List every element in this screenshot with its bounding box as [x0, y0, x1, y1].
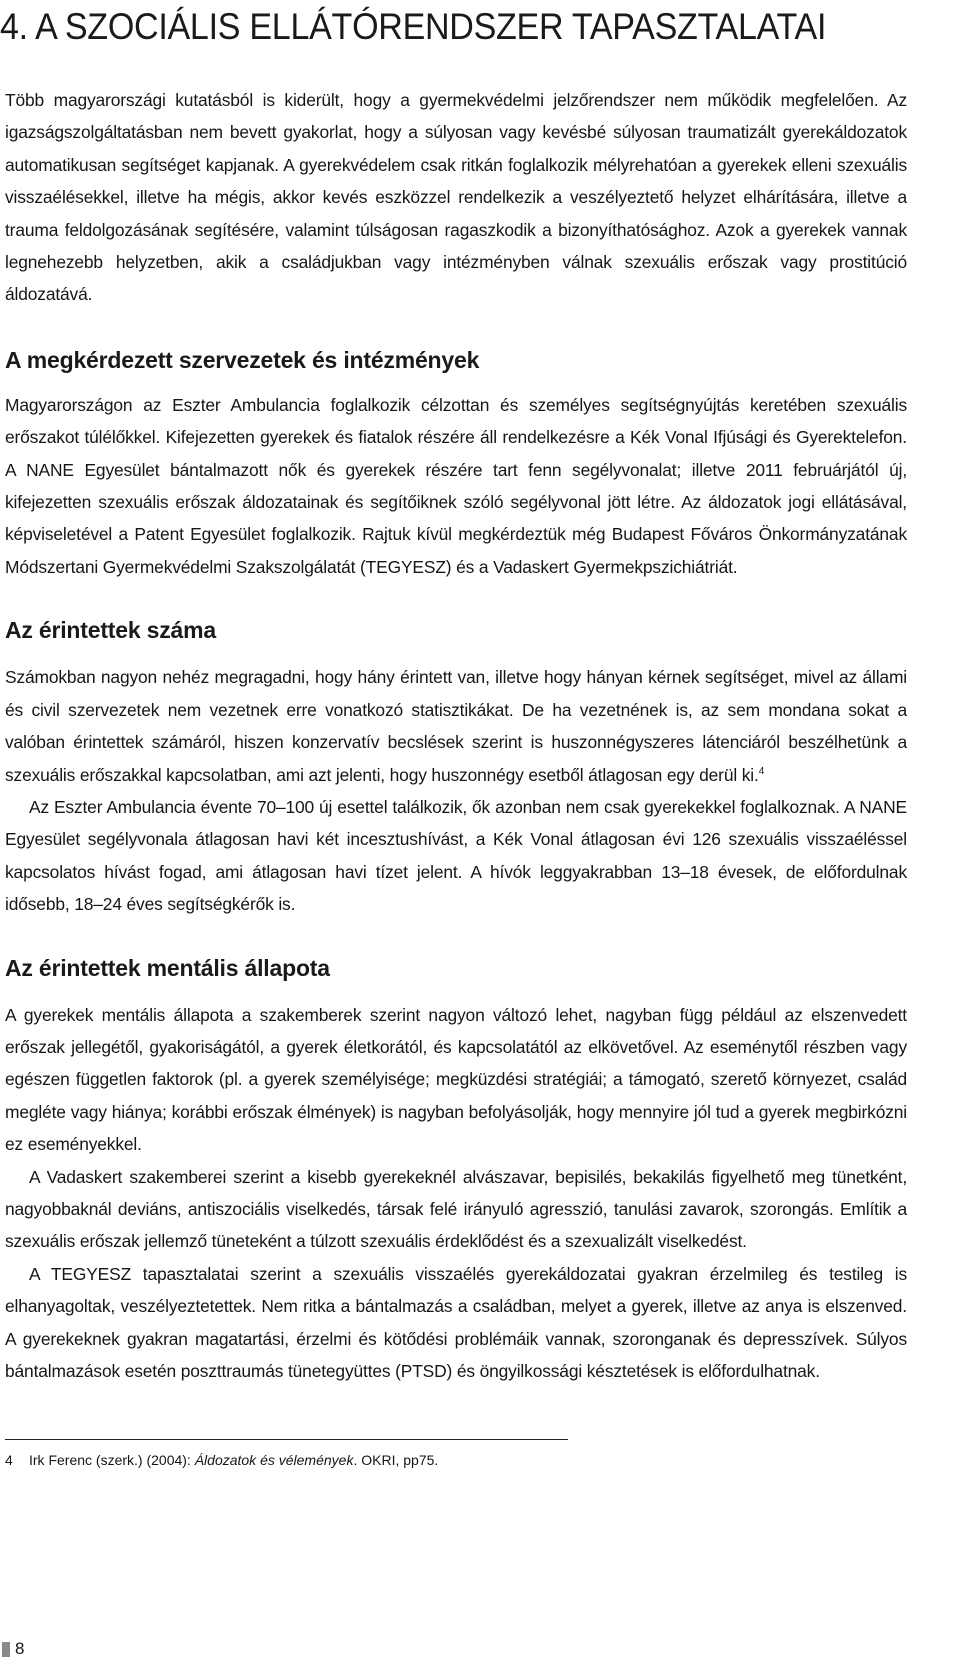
footnote-text-before: Irk Ferenc (szerk.) (2004):: [29, 1452, 195, 1468]
footnote-text-after: . OKRI, pp75.: [353, 1452, 439, 1468]
section-heading-mental-state: Az érintettek mentális állapota: [5, 954, 330, 981]
footnote-number: 4: [5, 1452, 13, 1468]
footnote-title: Áldozatok és vélemények: [194, 1452, 354, 1468]
mental-state-paragraph-1: A gyerekek mentális állapota a szakemberek szerint nagyon változó lehet, nagyban függ például az elszenvedett erőszak jellegétől, gyakoriságától, a gyerek életkorától, és kapcsolatától az elkövetővel. Az eseménytől részben vagy egészen független faktorok (pl. a gyerek személyisége; megküzdési stratégiái; a támogató, szerető környezet, család megléte vagy hiánya; korábbi erőszak élmények) is nagyban befolyásolják, hogy mennyire jól tud a gyerek megbirkózni ez eseményekkel.: [5, 1004, 907, 1155]
page-marker-block: [2, 1642, 10, 1657]
number-affected-paragraph-1-text: Számokban nagyon nehéz megragadni, hogy hány érintett van, illetve hogy hányan kérnek segítséget, mivel az állami és civil szervezetek nem vezetnek erre vonatkozó statisztikákat. De ha vezetnének is, az sem mondana sokat a valóban érintettek számáról, hiszen konzervatív becslések szerint is huszonnégyszeres látenciáról beszélhetünk a szexuális erőszakkal kapcsolatban, ami azt jelenti, hogy huszonnégy esetből átlagosan egy derül ki.: [5, 667, 907, 785]
page-number: 8: [15, 1639, 25, 1658]
footnote: [5, 1451, 438, 1469]
organizations-paragraph: Magyarországon az Eszter Ambulancia foglalkozik célzottan és személyes segítségnyújtás keretében szexuális erőszakot túlélőkkel. Kifejezetten gyerekek és fiatalok részére áll rendelkezésre a Kék Vonal Ifjúsági és Gyerektelefon. A NANE Egyesület bántalmazott nők és gyerekek részére tart fenn segélyvonalat; illetve 2011 februárjától új, kifejezetten szexuális erőszak áldozatainak és segítőiknek szóló segélyvonal jött létre. Az áldozatok jogi ellátásával, képviseletével a Patent Egyesület foglalkozik. Rajtuk kívül megkérdeztük még Budapest Főváros Önkormányzatának Módszertani Gyermekvédelmi Szakszolgálatát (TEGYESZ) és a Vadaskert Gyermekpszichiátriát.: [5, 394, 907, 577]
mental-state-paragraph-2: A Vadaskert szakemberei szerint a kisebb gyerekeknél alvászavar, bepisilés, bekakilás figyelhető meg tünetként, nagyobbaknál deviáns, antiszociális viselkedés, társak felé irányuló agresszió, tanulási zavarok, szorongás. Említik a szexuális erőszak jellemző tüneteként a túlzott szexuális érdeklődést és a szexualizált viselkedést.: [5, 1166, 907, 1252]
intro-paragraph: Több magyarországi kutatásból is kiderült, hogy a gyermekvédelmi jelzőrendszer nem működik megfelelően. Az igazságszolgáltatásban nem bevett gyakorlat, hogy a súlyosan vagy kevésbé súlyosan traumatizált gyerekáldozatok automatikusan segítséget kapjanak. A gyerekvédelem csak ritkán foglalkozik mélyrehatóan a gyerekek elleni szexuális visszaélésekkel, illetve ha mégis, akkor kevés eszközzel rendelkezik a veszélyeztető helyzet elhárítására, illetve a trauma feldolgozásának segítésére, valamint túlságosan ragaszkodik a bizonyíthatósághoz. Azok a gyerekek vannak legnehezebb helyzetben, akik a családjukban vagy intézményben válnak szexuális erőszak vagy prostitúció áldozatává.: [5, 90, 907, 305]
footnote-reference[interactable]: 4: [758, 765, 765, 777]
mental-state-paragraph-3: A TEGYESZ tapasztalatai szerint a szexuális visszaélés gyerekáldozatai gyakran érzelmileg és testileg is elhanyagoltak, veszélyeztetettek. Nem ritka a bántalmazás a családban, melyet a gyerek, illetve az anya is elszenved. A gyerekeknek gyakran magatartási, érzelmi és kötődési problémáik vannak, szoronganak és depresszívek. Súlyos bántalmazások esetén poszttraumás tünetegyüttes (PTSD) és öngyilkossági késztetések is előfordulhatnak.: [5, 1263, 907, 1381]
footnote-divider: [5, 1439, 568, 1440]
number-affected-paragraph-2: Az Eszter Ambulancia évente 70–100 új esettel találkozik, ők azonban nem csak gyerekekkel foglalkoznak. A NANE Egyesület segélyvonala átlagosan havi két incesztushívást, a Kék Vonal átlagosan évi 126 szexuális visszaéléssel kapcsolatos hívást fogad, ami átlagosan havi tízet jelent. A hívók leggyakrabban 13–18 évesek, de előfordulnak idősebb, 18–24 éves segítségkérők is.: [5, 796, 907, 915]
number-affected-paragraph-1: [5, 661, 907, 791]
page-footer: [2, 1638, 24, 1660]
section-heading-number-affected: Az érintettek száma: [5, 617, 216, 644]
chapter-title: 4. A SZOCIÁLIS ELLÁTÓRENDSZER TAPASZTALATAI: [0, 6, 827, 47]
section-heading-organizations: A megkérdezett szervezetek és intézmények: [5, 346, 480, 373]
body-text: [5, 84, 907, 1387]
